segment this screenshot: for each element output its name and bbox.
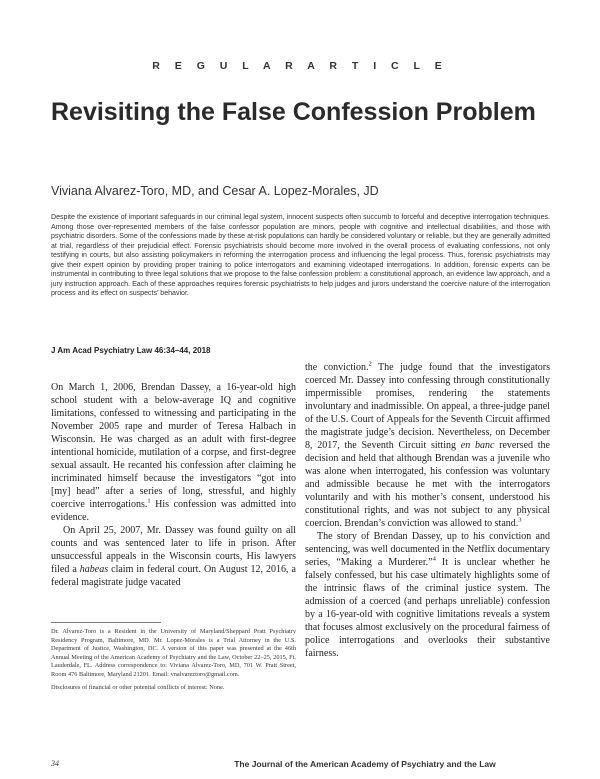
section-label: R E G U L A R A R T I C L E (152, 60, 448, 72)
article-title: Revisiting the False Confession Problem (51, 98, 536, 126)
reference-marker[interactable]: 3 (518, 516, 522, 524)
author-list: Viviana Alvarez-Toro, MD, and Cesar A. Lopez-Morales, JD (51, 184, 379, 198)
reference-marker[interactable]: 1 (147, 497, 151, 505)
reference-marker[interactable]: 2 (368, 360, 372, 368)
abstract: Despite the existence of important safeguards in our criminal legal system, innocent suspects often succumb to forceful and deceptive interrogation techniques. Among those over-represented members of the false confessor population are minors, people with cognitive and intellectual disabilities, and those with psychiatric disorders. Some of the confessions made by these at-risk populations can hardly be considered voluntary or reliable, but they are generally admitted at trial, regardless of their prejudicial effect. Forensic psychiatrists should become more involved in the overall process of evaluating confessions, not only testifying in courts, but also assisting policymakers in reforming the interrogation process and influencing the legal process. Thus, forensic psychiatrists may give their expert opinion by providing proper training to police interrogators and examining videotaped interrogations. In addition, forensic experts can be instrumental in contributing to three legal solutions that we propose to the false confession problem: a constitutional approach, an evidence law approach, and a jury instruction approach. Each of these approaches requires forensic psychiatrists to help judges and jurors understand the coercive nature of the interrogation process and its effect on suspects’ behavior. (51, 214, 550, 297)
body-column-right (305, 361, 550, 660)
journal-name: The Journal of the American Academy of Psychiatry and the Law (234, 759, 496, 769)
body-paragraph: On April 25, 2007, Mr. Dassey was found guilty on all counts and was sentenced later to life in prison. After unsuccessful appeals in the Wisconsin courts, His lawyers filed a habeas claim in federal court. On August 12, 2016, a federal magistrate judge vacated (51, 525, 296, 588)
author-affiliation: Dr. Alvarez-Toro is a Resident in the University of Maryland/Sheppard Pratt Psychiatry Residency Program, Baltimore, MD. Mr. Lopez-Morales is a Trial Attorney in the U.S. Department of Justice, Washington, DC. A version of this paper was presented at the 46th Annual Meeting of the American Academy of Psychiatry and the Law, October 22–25, 2015, Ft. Lauderdale, FL. Address correspondence to: Viviana Alvarez-Toro, MD, 701 W. Pratt Street, Room 476 Baltimore, Maryland 21201. Email: vnalvareztoro@gmail.com. (51, 628, 296, 678)
reference-marker[interactable]: 4 (432, 555, 436, 563)
body-paragraph: On March 1, 2006, Brendan Dassey, a 16-year-old high school student with a below-average IQ and cognitive limitations, confessed to witnessing and participating in the November 2005 rape and murder of Teresa Halbach in Wisconsin. He was charged as an adult with first-degree intentional homicide, mutilation of a corpse, and first-degree sexual assault. He recanted his confession after claiming he incriminated himself because the investigators “got into [my] head” after a series of long, stressful, and highly coercive interrogations.$^1$ His confession was admitted into evidence. (51, 382, 296, 523)
citation: J Am Acad Psychiatry Law 46:34–44, 2018 (51, 346, 211, 355)
body-paragraph: The story of Brendan Dassey, up to his conviction and sentencing, was well documented in the Netflix documentary series, “Making a Murderer.”$^4$ It is unclear whether he falsely confessed, but his case ultimately highlights some of the intrinsic flaws of the criminal justice system. The admission of a coerced (and perhaps unreliable) confession by a 16-year-old with cognitive limitations reveals a system that focuses almost exclusively on the procedural fairness of police interrogations and overlooks their substantive fairness. (305, 531, 550, 659)
footnote (51, 628, 296, 698)
body-column-left (51, 381, 296, 589)
body-paragraph: the conviction.$^2$ The judge found that the investigators coerced Mr. Dassey into confessing through constitutionally impermissible promises, rendering the statements involuntary and inadmissible. On appeal, a three-judge panel of the U.S. Court of Appeals for the Seventh Circuit affirmed the magistrate judge’s decision. Nevertheless, on December 8, 2017, the Seventh Circuit sitting en banc reversed the decision and held that although Brendan was a juvenile who was alone when interrogated, his confession was voluntary and admissible because he met with the interrogators voluntarily and with his mother’s consent, understood his constitutional rights, and was not subject to any physical coercion. Brendan’s conviction was allowed to stand.$^3$ (305, 360, 550, 529)
footnote-divider (51, 622, 161, 623)
page-number: 34 (51, 759, 59, 768)
disclosures: Disclosures of financial or other potential conflicts of interest: None. (51, 684, 225, 691)
